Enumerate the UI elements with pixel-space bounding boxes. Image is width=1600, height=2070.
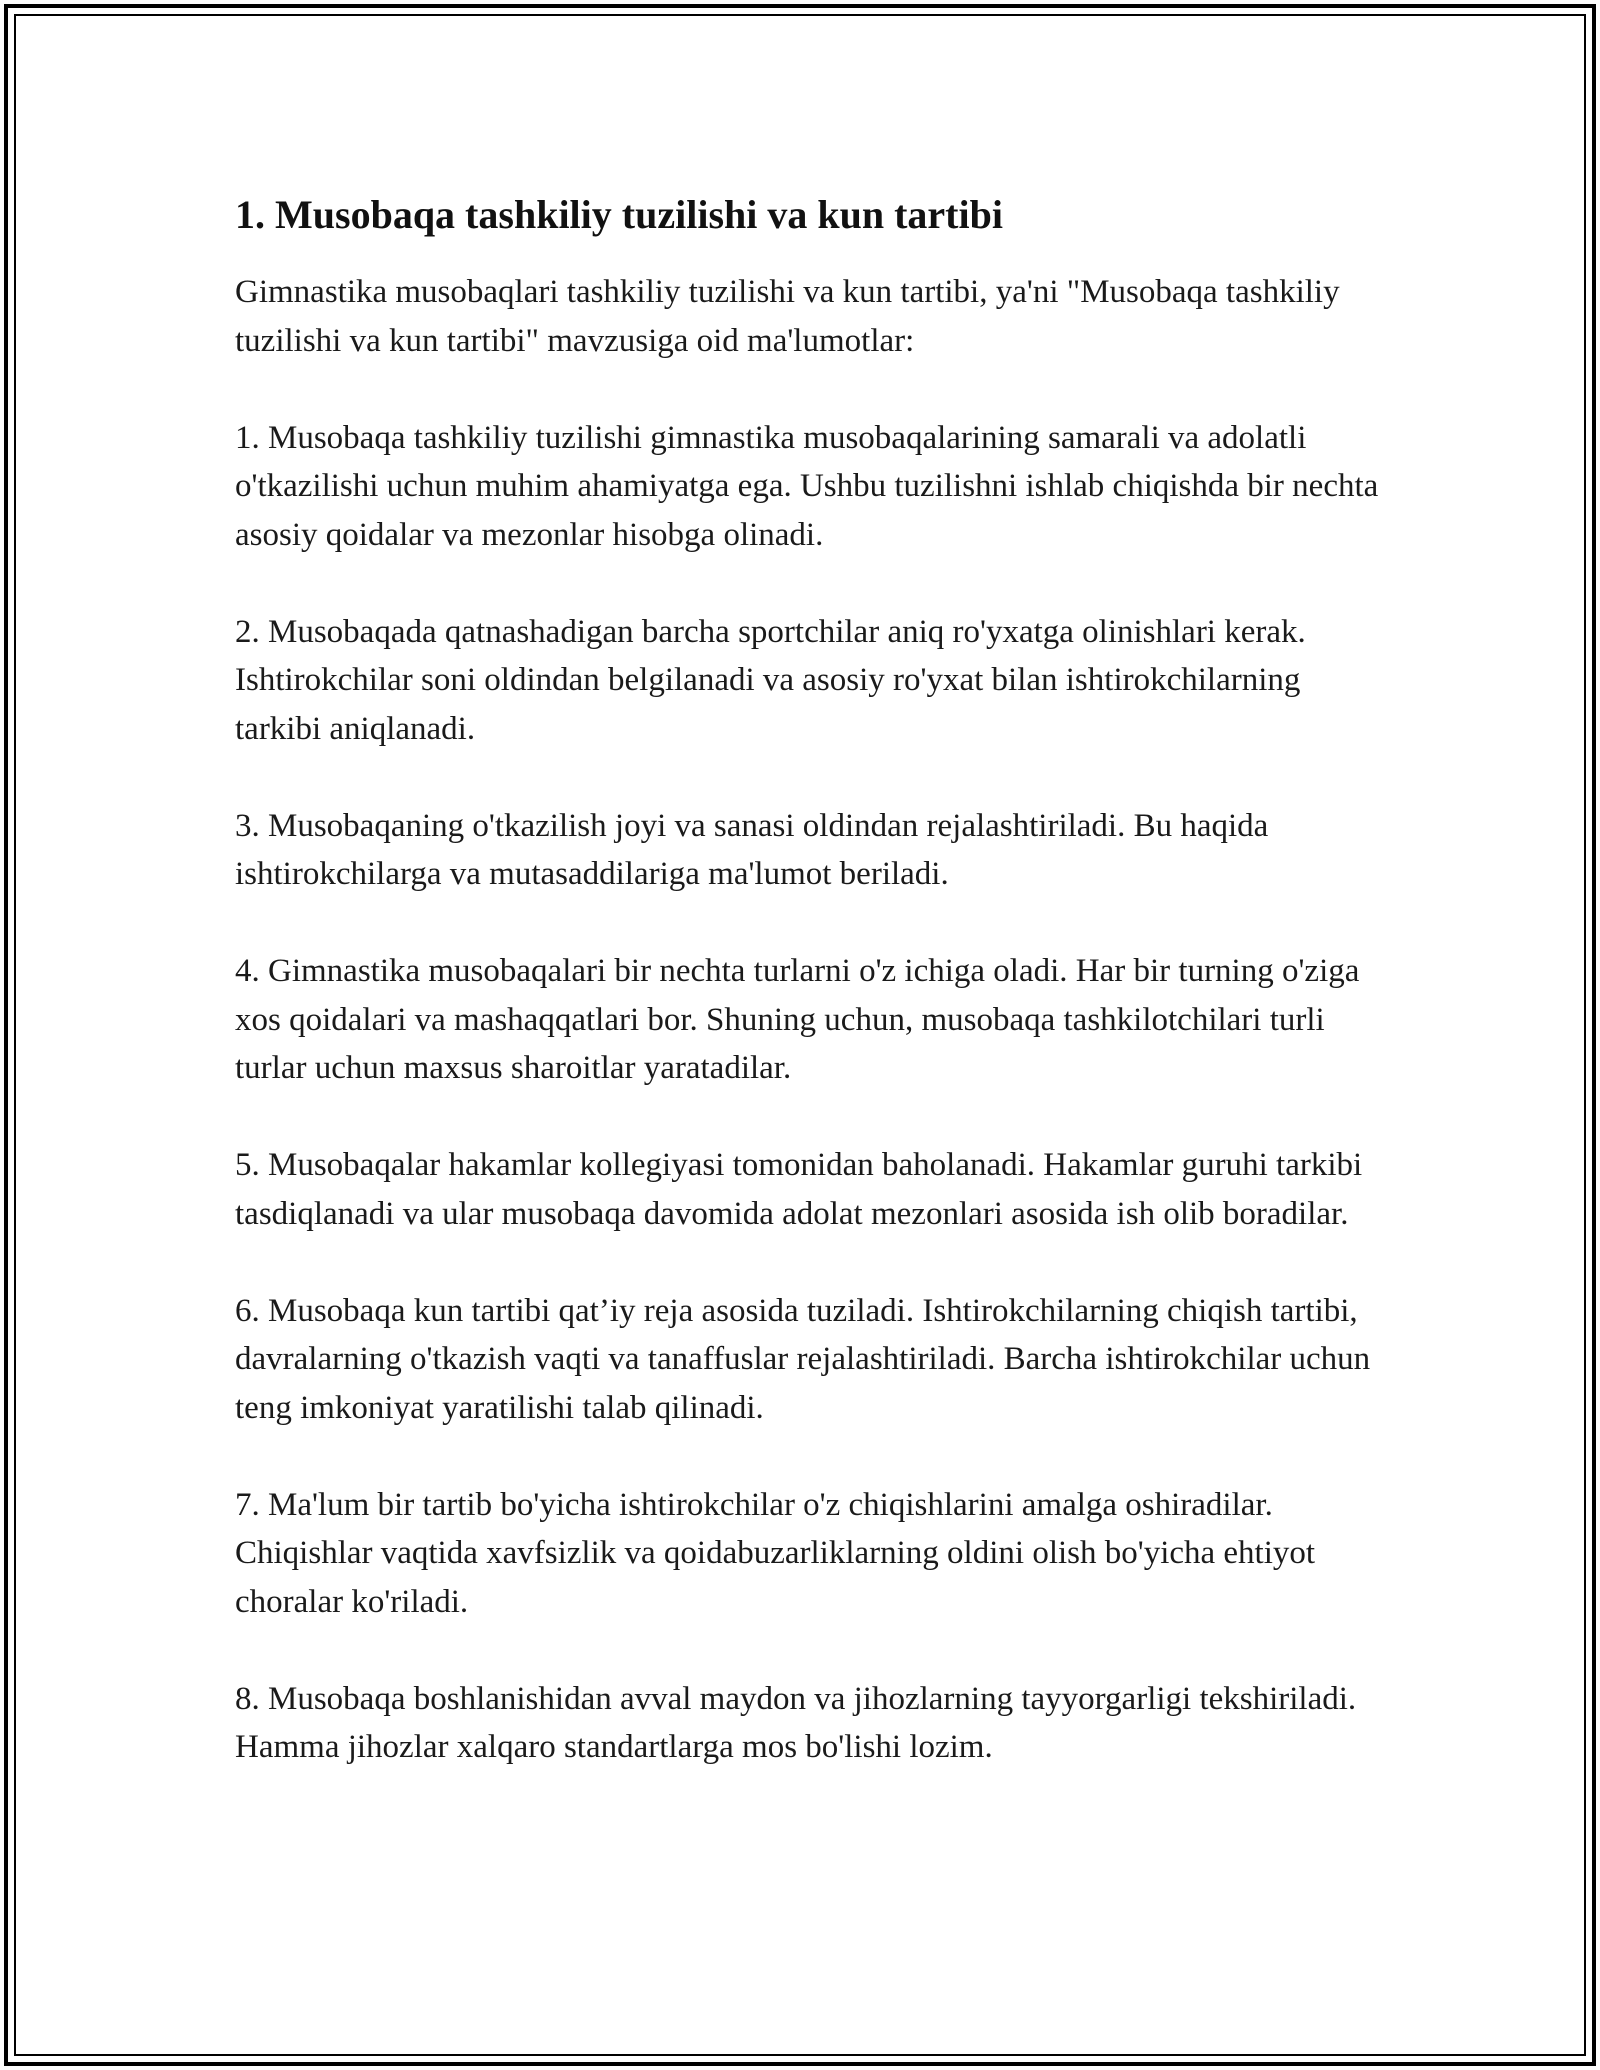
list-item-1: 1. Musobaqa tashkiliy tuzilishi gimnastika musobaqalarining samarali va adolatli o'tkazilishi uchun muhim ahamiyatga ega. Ushbu tuzilishni ishlab chiqishda bir nechta asosiy qoidalar va mezonlar hisobga olinadi. [235, 419, 1379, 553]
list-item-2: 2. Musobaqada qatnashadigan barcha sportchilar aniq ro'yxatga olinishlari kerak. Ishtirokchilar soni oldindan belgilanadi va asosiy ro'yxat bilan ishtirokchilarning tarkibi aniqlanadi. [235, 613, 1306, 747]
list-item-8: 8. Musobaqa boshlanishidan avval maydon va jihozlarning tayyorgarligi tekshiriladi. Hamma jihozlar xalqaro standartlarga mos bo'lishi lozim. [235, 1680, 1357, 1765]
intro-paragraph: Gimnastika musobaqlari tashkiliy tuzilishi va kun tartibi, ya'ni "Musobaqa tashkiliy tuzilishi va kun tartibi" mavzusiga oid ma'lumotlar: [235, 274, 1340, 359]
list-item-3: 3. Musobaqaning o'tkazilish joyi va sanasi oldindan rejalashtiriladi. Bu haqida ishtirokchilarga va mutasaddilariga ma'lumot beriladi. [235, 807, 1269, 892]
document-body [235, 188, 1385, 1820]
document-title: 1. Musobaqa tashkiliy tuzilishi va kun tartibi [235, 192, 1003, 237]
list-item-4: 4. Gimnastika musobaqalari bir nechta turlarni o'z ichiga oladi. Har bir turning o'ziga xos qoidalari va mashaqqatlari bor. Shuning uchun, musobaqa tashkilotchilari turli turlar uchun maxsus sharoitlar yaratadilar. [235, 953, 1360, 1086]
list-item-7: 7. Ma'lum bir tartib bo'yicha ishtirokchilar o'z chiqishlarini amalga oshiradilar. Chiqishlar vaqtida xavfsizlik va qoidabuzarliklarning oldini olish bo'yicha ehtiyot choralar ko'riladi. [235, 1486, 1316, 1620]
list-item-5: 5. Musobaqalar hakamlar kollegiyasi tomonidan baholanadi. Hakamlar guruhi tarkibi tasdiqlanadi va ular musobaqa davomida adolat mezonlari asosida ish olib boradilar. [235, 1147, 1363, 1232]
list-item-6: 6. Musobaqa kun tartibi qat’iy reja asosida tuziladi. Ishtirokchilarning chiqish tartibi, davralarning o'tkazish vaqti va tanaffuslar rejalashtiriladi. Barcha ishtirokchilar uchun teng imkoniyat yaratilishi talab qilinadi. [235, 1292, 1371, 1426]
